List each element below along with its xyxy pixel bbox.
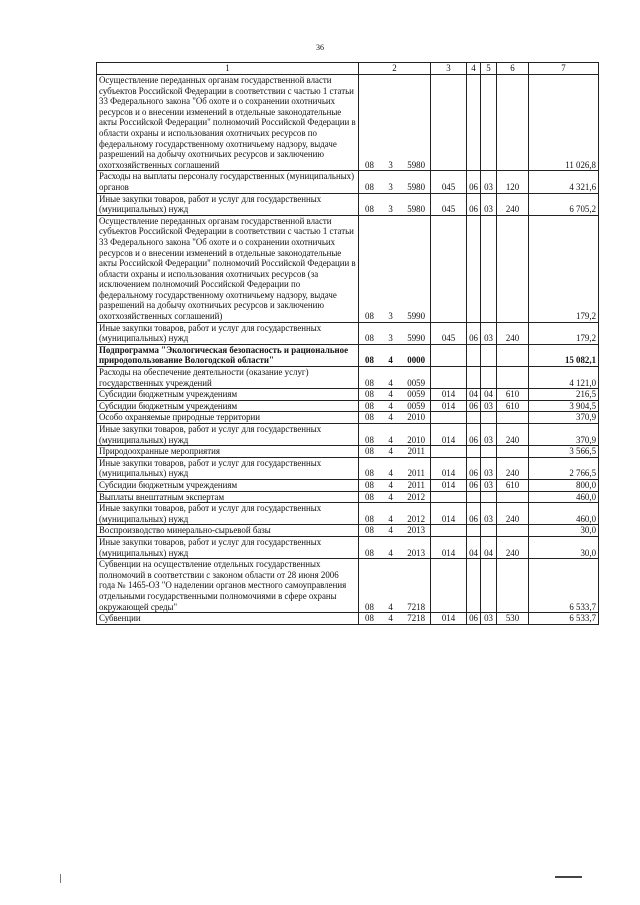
code-subsection: 4 [388,400,393,411]
header-col-1: 1 [97,63,359,75]
code-col-2 [359,322,431,344]
code-col-6 [497,75,529,171]
code-section: 08 [365,159,374,170]
code-col-6 [497,491,529,503]
code-col-5 [481,446,497,458]
row-description: Субвенции [97,613,359,625]
table-row [97,344,599,366]
code-section: 08 [365,525,374,536]
code-col-2 [359,215,431,322]
code-col-4: 06 [467,479,481,491]
amount-cell: 3 904,5 [529,400,599,412]
code-section: 08 [365,547,374,558]
code-col-2 [359,424,431,446]
code-col-4: 06 [467,503,481,525]
code-section: 08 [365,513,374,524]
row-description: Субсидии бюджетным учреждениям [97,389,359,401]
table-row [97,193,599,215]
code-col-5 [481,367,497,389]
code-col-3 [431,344,467,366]
code-col-6: 240 [497,503,529,525]
table-row [97,525,599,537]
code-subsection: 4 [388,377,393,388]
code-subsection: 4 [388,513,393,524]
code-col-6: 610 [497,400,529,412]
code-col-6: 530 [497,613,529,625]
code-subsection: 4 [388,613,393,624]
code-col-4: 06 [467,171,481,193]
code-col-2 [359,457,431,479]
code-article: 7218 [407,601,425,612]
row-description: Субвенции на осуществление отдельных государственных полномочий в соответствии с законом области от 28 июня 2006 года № 1465-ОЗ "О наделении органов местного самоуправления отдельными государственными полномочиями в сфере охраны окружающей среды" [97,559,359,613]
row-description: Иные закупки товаров, работ и услуг для государственных (муниципальных) нужд [97,424,359,446]
code-section: 08 [365,355,374,366]
code-col-2 [359,400,431,412]
code-col-2 [359,389,431,401]
code-section: 08 [365,434,374,445]
code-col-5: 03 [481,503,497,525]
table-row [97,215,599,322]
code-article: 2011 [407,446,425,457]
code-col-5: 03 [481,613,497,625]
code-col-5: 03 [481,424,497,446]
code-section: 08 [365,446,374,457]
code-col-3: 045 [431,322,467,344]
code-col-6 [497,559,529,613]
amount-cell: 30,0 [529,536,599,558]
code-col-3 [431,559,467,613]
budget-table [96,62,599,625]
table-row [97,559,599,613]
code-col-3: 014 [431,457,467,479]
code-col-5: 03 [481,457,497,479]
code-col-5 [481,344,497,366]
code-col-2 [359,613,431,625]
amount-cell: 6 533,7 [529,559,599,613]
table-row [97,479,599,491]
code-col-6: 240 [497,193,529,215]
code-subsection: 4 [388,468,393,479]
header-col-7: 7 [529,63,599,75]
code-col-4: 06 [467,457,481,479]
row-description: Иные закупки товаров, работ и услуг для государственных (муниципальных) нужд [97,503,359,525]
code-section: 08 [365,204,374,215]
code-col-3 [431,491,467,503]
amount-cell: 179,2 [529,215,599,322]
code-article: 2012 [407,491,425,502]
table-row [97,412,599,424]
code-article: 2011 [407,468,425,479]
code-col-3: 014 [431,503,467,525]
code-col-3: 014 [431,536,467,558]
code-col-4: 04 [467,389,481,401]
row-description: Осуществление переданных органам государственной власти субъектов Российской Федерации в соответствии с частью 1 статьи 33 Федерального закона "Об охоте и о сохранении охотничьих ресурсов и о внесении изменений в отдельные законодательные акты Российской Федерации" полномочий Российской Федерации в области охраны и использования охотничьих ресурсов по федеральному государственному охотничьему надзору, выдаче разрешений на добычу охотничьих ресурсов и заключению охотхозяйственных соглашений [97,75,359,171]
table-row [97,424,599,446]
code-col-2 [359,479,431,491]
code-col-5: 04 [481,536,497,558]
amount-cell: 3 566,5 [529,446,599,458]
code-col-3 [431,446,467,458]
code-col-3 [431,215,467,322]
code-col-4 [467,446,481,458]
code-col-4 [467,75,481,171]
code-col-5 [481,412,497,424]
code-subsection: 4 [388,547,393,558]
code-col-4: 06 [467,400,481,412]
code-article: 2011 [407,479,425,490]
code-col-6: 240 [497,457,529,479]
code-article: 0000 [407,355,425,366]
code-col-4 [467,367,481,389]
code-section: 08 [365,491,374,502]
table-row [97,503,599,525]
code-section: 08 [365,400,374,411]
table-row [97,389,599,401]
code-subsection: 4 [388,355,393,366]
code-subsection: 4 [388,479,393,490]
row-description: Выплаты внештатным экспертам [97,491,359,503]
code-col-4: 06 [467,322,481,344]
row-description: Особо охраняемые природные территории [97,412,359,424]
table-row [97,457,599,479]
code-col-2 [359,193,431,215]
code-subsection: 4 [388,491,393,502]
code-subsection: 4 [388,446,393,457]
code-section: 08 [365,181,374,192]
code-col-4 [467,344,481,366]
scan-mark [60,874,61,883]
code-article: 0059 [407,377,425,388]
code-col-5 [481,215,497,322]
code-col-6 [497,215,529,322]
code-col-3: 014 [431,479,467,491]
code-col-6: 610 [497,479,529,491]
code-article: 5980 [407,181,425,192]
table-row [97,446,599,458]
code-col-6 [497,446,529,458]
row-description: Иные закупки товаров, работ и услуг для государственных (муниципальных) нужд [97,457,359,479]
code-article: 7218 [407,613,425,624]
code-subsection: 3 [388,333,393,344]
code-col-6 [497,412,529,424]
code-col-3: 045 [431,193,467,215]
code-subsection: 4 [388,434,393,445]
code-subsection: 4 [388,525,393,536]
amount-cell: 11 026,8 [529,75,599,171]
header-col-3: 3 [431,63,467,75]
code-subsection: 3 [388,311,393,322]
code-article: 5980 [407,159,425,170]
code-col-5 [481,525,497,537]
amount-cell: 216,5 [529,389,599,401]
scan-mark [555,876,582,878]
code-section: 08 [365,601,374,612]
code-col-3: 014 [431,389,467,401]
code-col-2 [359,171,431,193]
code-col-5: 03 [481,193,497,215]
code-col-2 [359,75,431,171]
code-col-4: 06 [467,424,481,446]
page-number: 36 [316,43,324,52]
amount-cell: 460,0 [529,491,599,503]
code-col-5 [481,75,497,171]
row-description: Воспроизводство минерально-сырьевой базы [97,525,359,537]
code-subsection: 4 [388,412,393,423]
amount-cell: 15 082,1 [529,344,599,366]
code-subsection: 4 [388,601,393,612]
code-col-3: 014 [431,424,467,446]
code-col-4 [467,559,481,613]
amount-cell: 30,0 [529,525,599,537]
code-col-4 [467,491,481,503]
row-description: Расходы на выплаты персоналу государственных (муниципальных) органов [97,171,359,193]
code-section: 08 [365,468,374,479]
code-col-5: 03 [481,171,497,193]
code-article: 2012 [407,513,425,524]
code-col-6: 120 [497,171,529,193]
code-col-3: 045 [431,171,467,193]
amount-cell: 460,0 [529,503,599,525]
amount-cell: 2 766,5 [529,457,599,479]
code-col-4 [467,525,481,537]
code-col-5: 03 [481,479,497,491]
code-col-4: 06 [467,193,481,215]
row-description: Подпрограмма "Экологическая безопасность и рациональное природопользование Вологодской области" [97,344,359,366]
code-section: 08 [365,311,374,322]
code-subsection: 4 [388,389,393,400]
code-col-6: 240 [497,424,529,446]
code-col-5 [481,559,497,613]
code-col-2 [359,446,431,458]
code-col-3 [431,525,467,537]
code-section: 08 [365,613,374,624]
code-article: 0059 [407,389,425,400]
row-description: Осуществление переданных органам государственной власти субъектов Российской Федерации в соответствии с частью 1 статьи 33 Федерального закона "Об охоте и о сохранении охотничьих ресурсов и о внесении изменений в отдельные законодательные акты Российской Федерации" полномочий Российской Федерации в области охраны и использования охотничьих ресурсов (за исключением полномочий Российской Федерации по федеральному государственному охотничьему надзору, выдаче разрешений на добычу охотничьих ресурсов и заключению охотхозяйственных соглашений) [97,215,359,322]
amount-cell: 370,9 [529,412,599,424]
code-col-4: 04 [467,536,481,558]
code-subsection: 3 [388,204,393,215]
code-section: 08 [365,412,374,423]
amount-cell: 179,2 [529,322,599,344]
code-article: 5990 [407,311,425,322]
row-description: Природоохранные мероприятия [97,446,359,458]
row-description: Иные закупки товаров, работ и услуг для государственных (муниципальных) нужд [97,536,359,558]
code-col-5: 03 [481,322,497,344]
table-row [97,491,599,503]
code-col-3 [431,75,467,171]
amount-cell: 4 121,0 [529,367,599,389]
header-col-4: 4 [467,63,481,75]
code-section: 08 [365,333,374,344]
header-col-5: 5 [481,63,497,75]
code-article: 2013 [407,525,425,536]
code-col-5 [481,491,497,503]
code-subsection: 3 [388,159,393,170]
code-col-4 [467,412,481,424]
table-row [97,75,599,171]
code-subsection: 3 [388,181,393,192]
code-col-3: 014 [431,613,467,625]
code-col-5: 04 [481,389,497,401]
table-row [97,322,599,344]
code-col-6: 240 [497,536,529,558]
header-col-6: 6 [497,63,529,75]
header-col-2: 2 [359,63,431,75]
code-col-6: 610 [497,389,529,401]
code-col-6 [497,344,529,366]
code-col-3 [431,367,467,389]
code-col-2 [359,503,431,525]
code-col-2 [359,412,431,424]
code-col-2 [359,525,431,537]
code-article: 2010 [407,412,425,423]
amount-cell: 6 533,7 [529,613,599,625]
table-row [97,367,599,389]
code-col-2 [359,491,431,503]
table-row [97,613,599,625]
row-description: Иные закупки товаров, работ и услуг для государственных (муниципальных) нужд [97,322,359,344]
code-col-2 [359,367,431,389]
code-col-6: 240 [497,322,529,344]
code-col-3 [431,412,467,424]
code-article: 2010 [407,434,425,445]
code-col-5: 03 [481,400,497,412]
code-article: 5980 [407,204,425,215]
amount-cell: 6 705,2 [529,193,599,215]
code-col-6 [497,367,529,389]
table-header-row [97,63,599,75]
table-body [97,75,599,625]
row-description: Субсидии бюджетным учреждениям [97,479,359,491]
code-col-6 [497,525,529,537]
row-description: Субсидии бюджетным учреждениям [97,400,359,412]
row-description: Расходы на обеспечение деятельности (оказание услуг) государственных учреждений [97,367,359,389]
code-article: 5990 [407,333,425,344]
table-row [97,171,599,193]
row-description: Иные закупки товаров, работ и услуг для государственных (муниципальных) нужд [97,193,359,215]
code-col-2 [359,344,431,366]
code-section: 08 [365,479,374,490]
table-row [97,536,599,558]
table-row [97,400,599,412]
code-col-2 [359,559,431,613]
code-article: 0059 [407,400,425,411]
code-col-3: 014 [431,400,467,412]
amount-cell: 800,0 [529,479,599,491]
code-section: 08 [365,389,374,400]
code-col-2 [359,536,431,558]
code-section: 08 [365,377,374,388]
amount-cell: 4 321,6 [529,171,599,193]
code-article: 2013 [407,547,425,558]
code-col-4 [467,215,481,322]
amount-cell: 370,9 [529,424,599,446]
code-col-4: 06 [467,613,481,625]
